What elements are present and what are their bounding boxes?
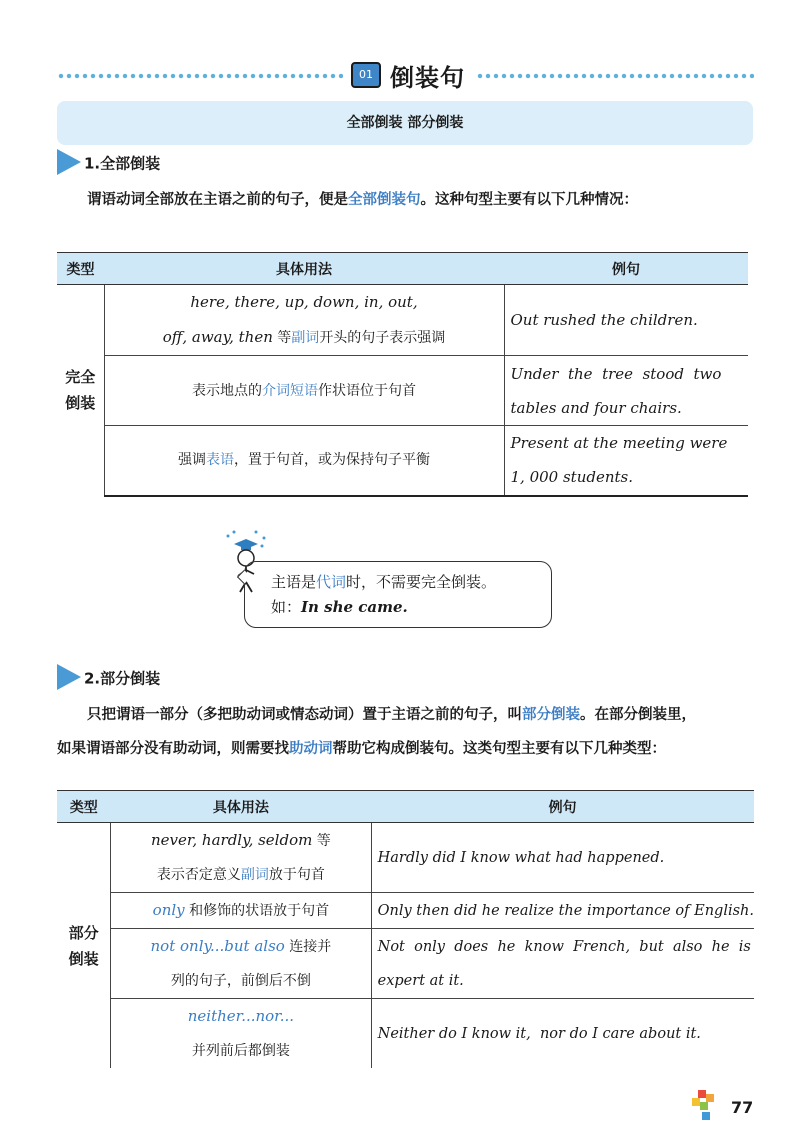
section2-heading: 2.部分倒装 xyxy=(57,666,160,692)
type-cell xyxy=(57,823,111,1069)
usage-text: neither...nor... xyxy=(187,1007,295,1025)
section1-intro xyxy=(57,183,757,217)
section1-heading: 1.全部倒装 xyxy=(57,151,160,177)
usage-text: 副词 xyxy=(291,330,320,346)
table2-header-example: 例句 xyxy=(371,791,754,823)
tip-text: 代词 xyxy=(316,573,347,591)
intro-text: 。这种句型主要有以下几种情况： xyxy=(420,192,638,208)
usage-text: here, there, up, down, in, out, xyxy=(190,293,418,311)
section2-intro xyxy=(57,698,757,766)
usage-text: 表示否定意义 xyxy=(156,867,241,883)
usage-line xyxy=(105,443,504,477)
usage-text: 表语 xyxy=(206,452,234,469)
table1-header-type: 类型 xyxy=(57,253,104,285)
example-line: Neither do I know it, nor do I care about it. xyxy=(377,1025,701,1042)
table-row xyxy=(57,929,754,999)
example-line: 1, 000 students. xyxy=(510,468,633,487)
chapter-badge: 01 xyxy=(351,62,381,88)
tip-text: 时，不需要完全倒装。 xyxy=(346,573,497,591)
usage-text: only xyxy=(152,901,185,919)
usage-cell xyxy=(111,893,372,929)
usage-text: 等 xyxy=(272,330,292,346)
example-line: tables and four chairs. xyxy=(510,398,682,417)
example-line: Present at the meeting were xyxy=(510,434,728,453)
table-row xyxy=(57,999,754,1069)
intro-text: 帮助它构成倒装句。这类句型主要有以下几种类型： xyxy=(332,741,666,757)
usage-line xyxy=(111,823,371,858)
intro-text: 全部倒装句 xyxy=(348,192,421,208)
usage-line xyxy=(105,285,504,320)
usage-text: 并列前后都倒装 xyxy=(191,1043,290,1059)
intro-text: 如果谓语部分没有助动词，则需要找 xyxy=(57,741,289,757)
tip-line2: 如：In she came. xyxy=(271,598,408,616)
example-line: Hardly did I know what had happened. xyxy=(377,849,665,866)
type-label: 倒装 xyxy=(65,394,96,413)
triangle-marker-icon xyxy=(57,149,81,175)
example-cell xyxy=(371,999,754,1069)
usage-text: 连接并 xyxy=(284,939,332,955)
table-row xyxy=(57,426,748,496)
usage-cell xyxy=(111,823,372,893)
type-label: 部分 xyxy=(68,923,99,942)
tip-line1 xyxy=(271,570,551,595)
usage-cell xyxy=(111,999,372,1069)
intro-text: 只把谓语一部分（多把助动词或情态动词）置于主语之前的句子，叫 xyxy=(87,707,522,723)
partial-inversion-table xyxy=(57,790,754,1068)
usage-text: 放于句首 xyxy=(268,867,325,883)
usage-line xyxy=(111,929,371,964)
triangle-marker-icon xyxy=(57,664,81,690)
usage-text: never, hardly, seldom xyxy=(150,831,313,849)
example-line: Not only does he know French, but also he is xyxy=(377,938,751,955)
usage-line xyxy=(111,1034,371,1068)
tip-bubble xyxy=(244,561,552,628)
table2-header-usage: 具体用法 xyxy=(111,791,372,823)
table1-header-example: 例句 xyxy=(504,253,748,285)
example-line: expert at it. xyxy=(377,972,464,989)
usage-line xyxy=(105,374,504,408)
usage-text: 和修饰的状语放于句首 xyxy=(184,903,330,919)
usage-cell xyxy=(104,356,504,426)
usage-text: 表示地点的 xyxy=(192,382,262,399)
example-cell xyxy=(371,929,754,999)
type-cell xyxy=(57,285,104,496)
usage-text: not only...but also xyxy=(150,937,285,955)
intro-text: 谓语动词全部放在主语之前的句子，便是 xyxy=(87,192,348,208)
intro-text: 。在部分倒装里， xyxy=(580,707,696,723)
example-cell xyxy=(504,426,748,496)
table-row xyxy=(57,285,748,356)
example-line: Under the tree stood two xyxy=(510,364,722,383)
full-inversion-table xyxy=(57,252,748,497)
usage-line xyxy=(105,320,504,355)
usage-text: off, away, then xyxy=(162,328,273,346)
table2-header-type: 类型 xyxy=(57,791,111,823)
example-cell xyxy=(371,893,754,929)
intro-text: 部分倒装 xyxy=(522,707,580,723)
usage-text: 作状语位于句首 xyxy=(318,382,416,399)
usage-cell xyxy=(104,426,504,496)
usage-cell xyxy=(111,929,372,999)
usage-line xyxy=(111,893,371,928)
example-cell xyxy=(371,823,754,893)
table-row xyxy=(57,893,754,929)
header-dots-left xyxy=(57,73,343,79)
usage-cell xyxy=(104,285,504,356)
table-row xyxy=(57,356,748,426)
example-line: Out rushed the children. xyxy=(510,311,698,329)
example-cell xyxy=(504,356,748,426)
usage-text: 介词短语 xyxy=(262,382,318,399)
example-line: Only then did he realize the importance of English. xyxy=(377,902,754,919)
chapter-title: 倒装句 xyxy=(390,63,465,92)
usage-line xyxy=(111,964,371,998)
usage-line xyxy=(111,858,371,892)
header-dots-right xyxy=(476,73,754,79)
topic-banner: 全部倒装 部分倒装 xyxy=(57,101,753,145)
usage-text: 列的句子，前倒后不倒 xyxy=(170,973,311,989)
example-cell xyxy=(504,285,748,356)
page-number: 77 xyxy=(731,1098,754,1117)
type-label: 倒装 xyxy=(68,949,99,968)
type-label: 完全 xyxy=(65,368,96,387)
tip-text: 主语是 xyxy=(271,573,317,591)
table-row xyxy=(57,823,754,893)
table1-header-usage: 具体用法 xyxy=(104,253,504,285)
corner-logo-icon xyxy=(690,1088,720,1124)
usage-text: 开头的句子表示强调 xyxy=(319,330,446,346)
usage-text: 强调 xyxy=(178,452,206,469)
usage-line xyxy=(111,999,371,1034)
usage-text: 副词 xyxy=(240,867,269,883)
usage-text: 等 xyxy=(312,833,331,849)
intro-text: 助动词 xyxy=(289,741,333,757)
usage-text: ，置于句首，或为保持句子平衡 xyxy=(234,452,430,469)
